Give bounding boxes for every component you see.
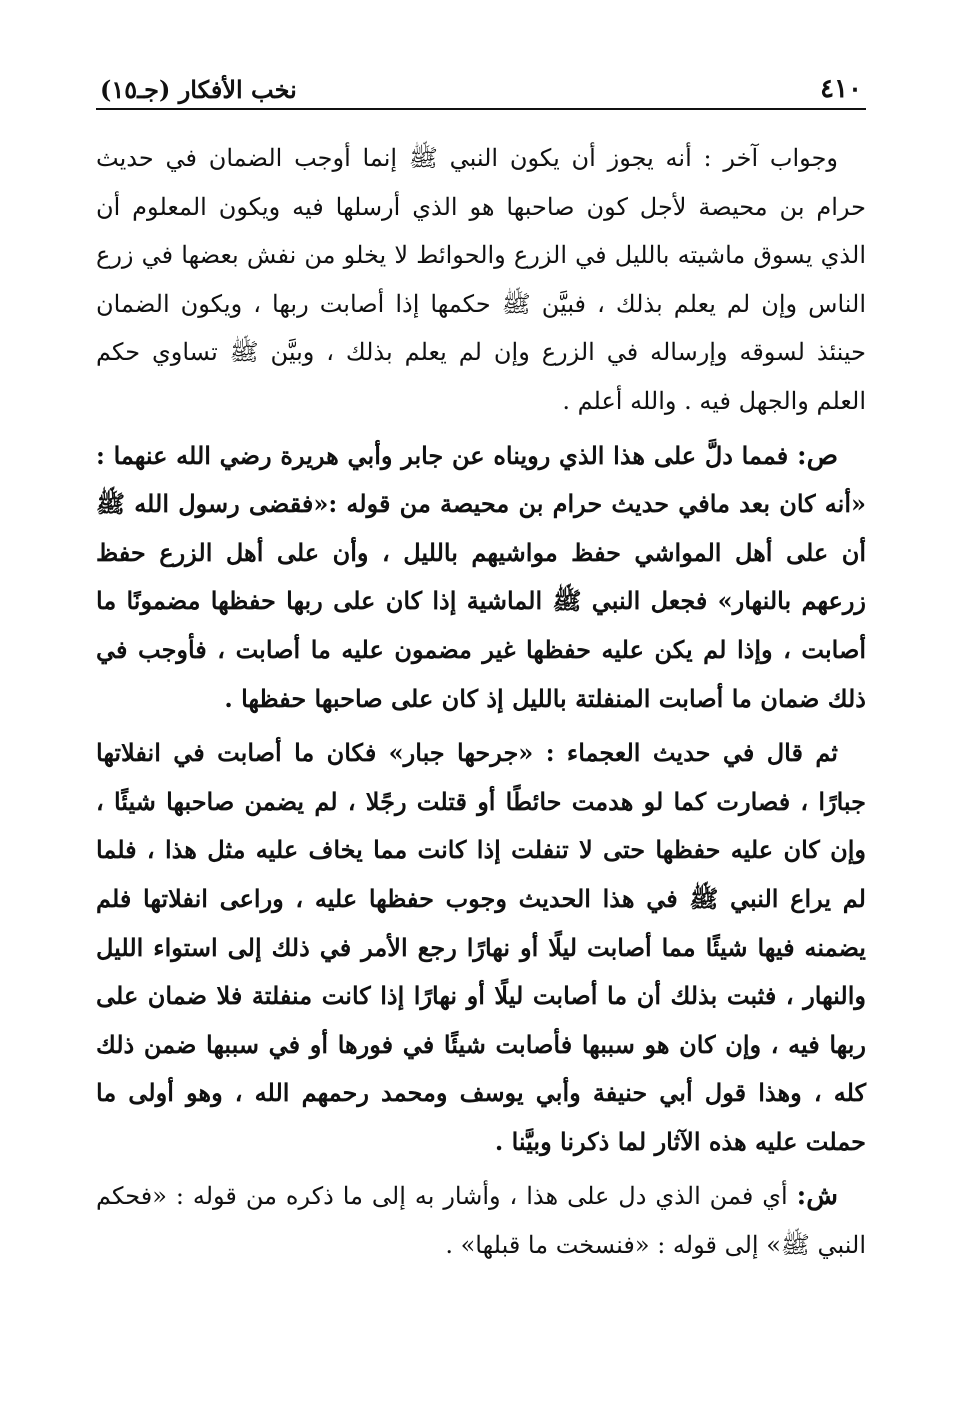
paragraph-sad-text (96, 432, 866, 724)
shin-marker: ش: (796, 1181, 838, 1212)
body-text (96, 134, 866, 1270)
paragraph-ajmaa (96, 729, 866, 1166)
paragraph-text: ثم قال في حديث العجماء : «جرحها جبار» فكان ما أصابت في انفلاتها جبارًا ، فصارت كما لو هدمت حائطًا أو قتلت رجًلا ، لم يضمن صاحبها شيئًا ، وإن كان عليه حفظها حتى لا تنفلت إذا كانت مما يخاف عليه مثل هذا ، فلما لم يراع النبي ﷺ في هذا الحديث وجوب حفظها عليه ، وراعى انفلاتها فلم يضمنه فيها شيئًا مما أصابت ليلًا أو نهارًا رجع الأمر في ذلك إلى استواء الليل والنهار ، فثبت بذلك أن ما أصابت ليلًا أو نهارًا إذا كانت منفلتة فلا ضمان على ربها فيه ، وإن كان هو سببها فأصابت شيئًا في فورها أو في سببها ضمن ذلك كله ، وهذا قول أبي حنيفة وأبي يوسف ومحمد رحمهم الله ، وهو أولى ما حملت عليه هذه الآثار لما ذكرنا وبيَّنا . (96, 738, 867, 1156)
paragraph-text: أي فمن الذي دل على هذا ، وأشار به إلى ما ذكره من قوله : «فحكم النبي ﷺ» إلى قوله : «فنسخت ما قبلها» . (96, 1182, 866, 1260)
paragraph-alternative-answer (96, 134, 866, 426)
paragraph-shin-commentary (96, 1172, 866, 1269)
page-header (96, 62, 866, 110)
page-number: ٤١٠ (820, 74, 862, 104)
document-page (96, 62, 866, 1276)
book-title: نخب الأفكار (جـ١٥) (100, 75, 297, 104)
paragraph-text: فمما دلَّ على هذا الذي رويناه عن جابر وأبي هريرة رضي الله عنهما : «أنه كان بعد مافي حديث حرام بن محيصة من قوله :«فقضى رسول الله ﷺ أن على أهل المواشي حفظ مواشيهم بالليل ، وأن على أهل الزرع حفظ زرعهم بالنهار» فجعل النبي ﷺ الماشية إذا كان على ربها حفظها مضمونًا ما أصابت ، وإذا لم يكن عليه حفظها غير مضمون عليه ما أصابت ، فأوجب في ذلك ضمان ما أصابت المنفلتة بالليل إذ كان على صاحبها حفظها . (96, 440, 866, 713)
paragraph-text: وجواب آخر : أنه يجوز أن يكون النبي ﷺ إنما أوجب الضمان في حديث حرام بن محيصة لأجل كون صاحبها هو الذي أرسلها فيه ويكون المعلوم أن الذي يسوق ماشيته بالليل في الزرع والحوائط لا يخلو من نفش بعضها في زرع الناس وإن لم يعلم بذلك ، فبيَّن ﷺ حكمها إذا أصابت ربها ، ويكون الضمان حينئذ لسوقه وإرساله في الزرع وإن لم يعلم بذلك ، وبيَّن ﷺ تساوي حكم العلم والجهل فيه . والله أعلم . (96, 144, 866, 415)
sad-marker: ص: (796, 440, 839, 471)
